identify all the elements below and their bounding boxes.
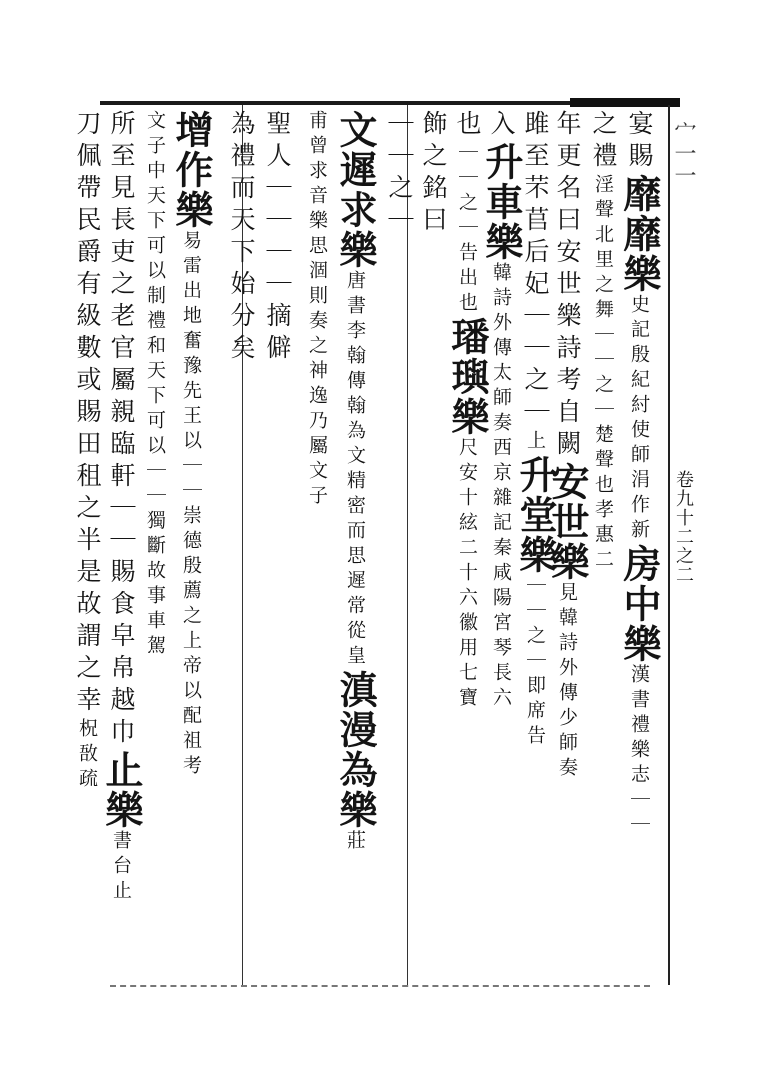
text-run: 年更名曰安世樂詩考自闕 xyxy=(553,110,582,462)
text-run: 子 xyxy=(306,485,328,510)
text-run: 宴賜 xyxy=(625,110,654,174)
text-column xyxy=(479,110,524,980)
entry-heading: 房中樂 xyxy=(617,544,662,664)
text-run: 莊 xyxy=(344,830,366,855)
entry-heading: 增作樂 xyxy=(169,110,214,230)
text-run: 聖人｜｜｜｜摘僻 xyxy=(263,110,292,366)
text-run: 韓詩外傳太師奏 xyxy=(490,262,512,437)
text-run: 上 xyxy=(524,430,546,455)
text-run: 雎至芣苢后妃｜｜之｜ xyxy=(521,110,550,430)
entry-heading: 安世樂 xyxy=(545,462,590,582)
text-run: 柷敔疏 xyxy=(76,718,98,793)
text-column xyxy=(418,110,448,980)
text-run: 也 xyxy=(453,110,482,142)
text-run: 甫曾求音樂思涸則奏之神逸乃屬文 xyxy=(306,110,328,485)
text-run: 文子中天下可以制禮和天下可以｜｜獨斷故事車駕 xyxy=(144,110,166,660)
text-run: ｜｜之｜ xyxy=(385,110,414,238)
entry-heading: 靡靡樂 xyxy=(617,174,662,294)
text-run: ｜｜之｜告出也 xyxy=(456,142,478,317)
text-column xyxy=(384,110,414,980)
text-run: 之禮 xyxy=(589,110,618,174)
text-run: 西京雜記秦咸陽宮琴長六 xyxy=(490,437,512,712)
text-run: 韓詩外傳少師奏 xyxy=(556,607,578,782)
bottom-border-rule xyxy=(110,985,650,989)
text-run: 入 xyxy=(487,110,516,142)
text-run: 史記殷紀紂使師涓作新 xyxy=(628,294,650,544)
volume-label: 卷九十二之二 xyxy=(673,470,694,584)
entry-heading: 升堂樂 xyxy=(513,455,558,575)
text-column xyxy=(262,110,292,980)
text-column xyxy=(333,110,378,980)
text-run: 易雷出地奮豫先王以｜｜崇德殷薦之上帝以配祖考 xyxy=(180,230,202,780)
text-run: 漢書禮樂志｜｜ xyxy=(628,664,650,839)
text-column xyxy=(226,110,256,980)
entry-heading: 升車樂 xyxy=(479,142,524,262)
text-column xyxy=(169,110,214,980)
text-run: 楚聲也孝惠二 xyxy=(592,424,614,574)
text-column xyxy=(445,110,490,980)
text-run: 所至見長吏之老官屬親臨軒｜｜賜食皁帛越巾 xyxy=(107,110,136,750)
text-run: 為禮而天下始分矣 xyxy=(227,110,256,366)
text-run: 刀佩帶民爵有級數或賜田租之半是故謂之幸 xyxy=(73,110,102,718)
text-column xyxy=(302,110,332,980)
entry-heading: 止樂 xyxy=(99,750,144,830)
text-column xyxy=(617,110,662,980)
entry-heading: 文遲求樂 xyxy=(333,110,378,270)
text-column xyxy=(72,110,102,980)
margin-marks: 宀一一 xyxy=(671,120,696,186)
text-run: 淫聲北里之舞｜｜之｜ xyxy=(592,174,614,424)
text-run: 見 xyxy=(556,582,578,607)
top-border-block xyxy=(570,98,680,107)
text-run: 尺安十絃二十六徽用七寶 xyxy=(456,437,478,712)
text-column xyxy=(140,110,170,980)
text-column xyxy=(513,110,558,980)
text-run: ｜｜之｜即席告 xyxy=(524,575,546,750)
text-column xyxy=(588,110,618,980)
text-run: 飾之銘曰 xyxy=(419,110,448,238)
entry-heading: 璠璵樂 xyxy=(445,317,490,437)
entry-heading: 滇漫為樂 xyxy=(333,670,378,830)
text-run: 書台止 xyxy=(110,830,132,905)
text-column xyxy=(99,110,144,980)
text-run: 唐書李翰傳翰為文精密而思遲常從皇 xyxy=(344,270,366,670)
